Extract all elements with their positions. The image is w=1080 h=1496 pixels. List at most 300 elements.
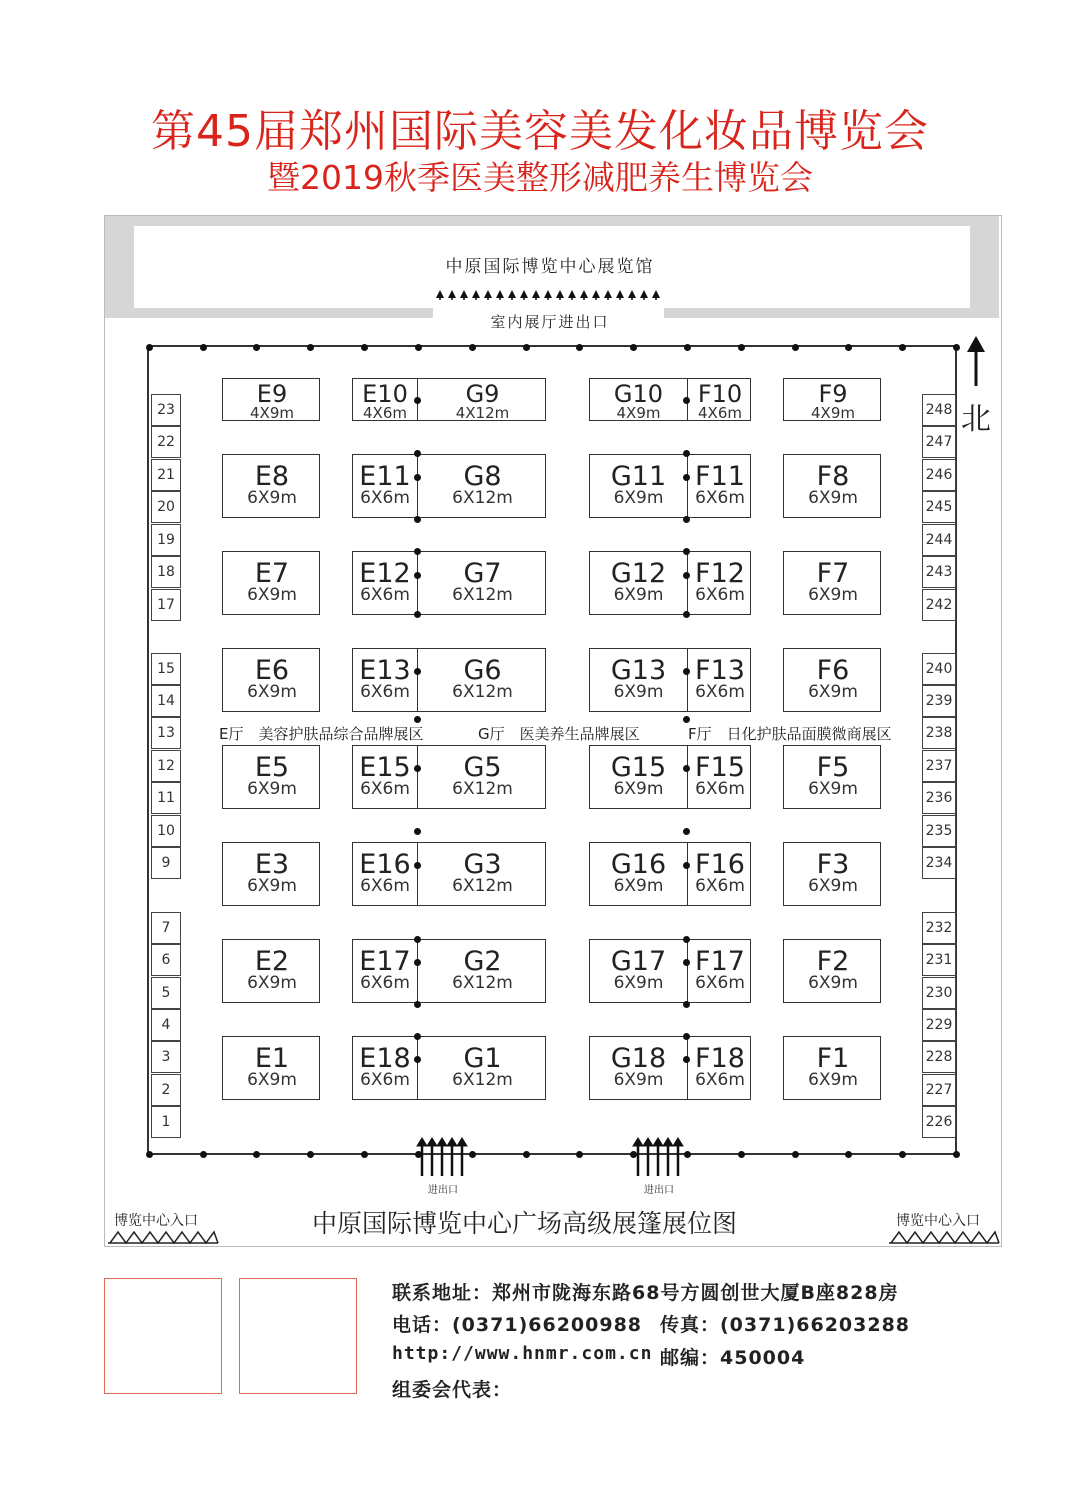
pillar-dot [414,936,421,943]
booth-block [589,842,751,906]
pillar-dot [630,1151,637,1158]
booth-block [222,939,320,1003]
indoor-entrance-label: 室内展厅进出口 [490,313,610,331]
booth-size: 4X6m [698,404,742,422]
booth-size: 6X6m [360,973,410,993]
booth-f17[interactable] [687,940,752,1002]
booth-number: G5 [463,752,502,783]
pillar-dot [414,765,421,772]
booth-block [352,842,546,906]
booth-number: E2 [254,946,290,977]
pillar-dot [253,344,260,351]
right-booth[interactable]: 246 [922,459,956,491]
pillar-dot [738,1151,745,1158]
pillar-dot [361,344,368,351]
booth-size: 4X9m [250,404,294,422]
contact-address: 联系地址：郑州市陇海东路68号方圆创世大厦B座828房 [392,1282,899,1304]
pillar-dot [200,1151,207,1158]
booth-number: E18 [359,1043,411,1074]
booth-e8[interactable] [223,455,321,517]
booth-size: 4X12m [455,404,510,422]
booth-f1[interactable] [784,1037,882,1099]
booth-size: 6X9m [808,585,858,605]
booth-size: 6X6m [360,488,410,508]
pillar-dot [683,765,690,772]
booth-size: 6X6m [695,973,745,993]
right-booth[interactable]: 227 [922,1074,956,1106]
booth-block [589,1036,751,1100]
booth-size: 6X9m [247,973,297,993]
booth-block [222,1036,320,1100]
pillar-dot [146,344,153,351]
left-booth[interactable]: 17 [151,589,181,621]
booth-e9[interactable] [223,379,321,420]
booth-size: 6X12m [452,682,513,702]
booth-block [222,378,320,421]
pillar-dot [414,397,421,404]
pillar-dot [684,344,691,351]
booth-size: 6X9m [247,585,297,605]
pillar-dot [683,1033,690,1040]
right-booth[interactable]: 226 [922,1106,956,1138]
pillar-dot [683,668,690,675]
pillar-dot [414,450,421,457]
pillar-dot [414,548,421,555]
left-booth[interactable]: 5 [151,977,181,1009]
booth-block [589,378,751,421]
booth-size: 6X12m [452,585,513,605]
right-booth[interactable]: 236 [922,782,956,814]
pillar-dot [414,828,421,835]
booth-size: 6X9m [247,876,297,896]
qr-frame-left [104,1278,222,1394]
right-booth[interactable]: 230 [922,977,956,1009]
booth-number: E8 [254,461,290,492]
pillar-dot [683,936,690,943]
pillar-dot [845,1151,852,1158]
booth-number: G17 [610,946,667,977]
booth-g6[interactable] [417,649,547,711]
booth-block [589,454,751,518]
booth-block [783,842,881,906]
pillar-dot [899,344,906,351]
left-booth[interactable]: 2 [151,1074,181,1106]
booth-number: G2 [463,946,502,977]
booth-number: G1 [463,1043,502,1074]
pillar-dot [683,716,690,723]
booth-size: 6X9m [613,876,664,896]
pillar-dot [683,959,690,966]
booth-number: E11 [359,461,411,492]
booth-size: 6X9m [247,488,297,508]
booth-number: F15 [695,752,745,783]
booth-g10[interactable] [590,379,687,420]
booth-size: 6X6m [360,585,410,605]
booth-block [589,648,751,712]
qr-frame-right [239,1278,357,1394]
booth-g17[interactable] [590,940,687,1002]
pillar-dot [414,668,421,675]
booth-number: E17 [359,946,411,977]
booth-number: F10 [697,380,743,408]
booth-e17[interactable] [353,940,417,1002]
booth-size: 4X9m [616,404,661,422]
booth-size: 6X12m [452,488,513,508]
booth-f6[interactable] [784,649,882,711]
booth-size: 6X6m [360,1070,410,1090]
pillar-dot [738,344,745,351]
booth-block [222,454,320,518]
booth-size: 6X9m [613,585,664,605]
booth-size: 6X9m [613,779,664,799]
booth-number: F7 [816,558,850,589]
right-booth[interactable]: 247 [922,426,956,458]
pillar-dot [200,344,207,351]
booth-number: F9 [818,380,848,408]
left-booth[interactable]: 12 [151,750,181,782]
pillar-dot [414,516,421,523]
booth-f5[interactable] [784,746,882,808]
pillar-dot [469,1151,476,1158]
booth-size: 6X9m [613,682,664,702]
left-booth[interactable]: 15 [151,653,181,685]
booth-number: F12 [695,558,745,589]
booth-size: 6X6m [695,876,745,896]
booth-g15[interactable] [590,746,687,808]
booth-number: F16 [695,849,745,880]
pillar-dot [576,1151,583,1158]
pillar-dot [683,548,690,555]
booth-block [352,454,546,518]
left-booth[interactable]: 6 [151,944,181,976]
pillar-dot [792,1151,799,1158]
right-booth[interactable]: 229 [922,1009,956,1041]
pillar-dot [845,344,852,351]
left-booth[interactable]: 20 [151,491,181,523]
booth-block [352,1036,546,1100]
booth-size: 4X9m [811,404,855,422]
booth-number: F17 [695,946,745,977]
contact-website[interactable]: http://www.hnmr.com.cn [392,1343,653,1364]
booth-f15[interactable] [687,746,752,808]
exit-label-left: 进出口 [428,1185,458,1196]
booth-e13[interactable] [353,649,417,711]
booth-size: 6X9m [247,682,297,702]
booth-g18[interactable] [590,1037,687,1099]
hall-e-label: E厅 美容护肤品综合品牌展区 [219,725,424,743]
booth-e15[interactable] [353,746,417,808]
booth-g5[interactable] [417,746,547,808]
right-booth[interactable]: 235 [922,815,956,847]
booth-number: G8 [463,461,502,492]
booth-block [783,939,881,1003]
booth-f16[interactable] [687,843,752,905]
booth-number: E13 [359,655,411,686]
booth-e18[interactable] [353,1037,417,1099]
hall-f-label: F厅 日化护肤品面膜微商展区 [688,725,892,743]
booth-block [783,551,881,615]
pillar-dot [415,1151,422,1158]
booth-number: E12 [359,558,411,589]
booth-g13[interactable] [590,649,687,711]
booth-size: 6X6m [695,779,745,799]
booth-number: F3 [816,849,850,880]
booth-f12[interactable] [687,552,752,614]
left-booth[interactable]: 4 [151,1009,181,1041]
booth-number: E9 [256,380,288,408]
exit-label-right: 进出口 [644,1185,674,1196]
booth-size: 6X12m [452,779,513,799]
pillar-dot [683,516,690,523]
right-booth[interactable]: 243 [922,556,956,588]
booth-size: 6X9m [808,682,858,702]
pillar-dot [630,344,637,351]
booth-number: G13 [610,655,667,686]
pillar-dot [414,572,421,579]
booth-block [783,648,881,712]
booth-number: G11 [610,461,667,492]
booth-block [222,551,320,615]
pillar-dot [253,1151,260,1158]
booth-number: G15 [610,752,667,783]
booth-number: G3 [463,849,502,880]
pillar-dot [361,1151,368,1158]
booth-block [783,745,881,809]
pillar-dot [307,1151,314,1158]
booth-size: 6X6m [695,682,745,702]
booth-block [589,551,751,615]
contact-postcode: 邮编：450004 [660,1347,806,1369]
left-booth[interactable]: 19 [151,524,181,556]
pillar-dot [414,474,421,481]
booth-g16[interactable] [590,843,687,905]
right-booth[interactable]: 242 [922,589,956,621]
pillar-dot [576,344,583,351]
booth-number: G6 [463,655,502,686]
venue-label: 中原国际博览中心展览馆 [445,257,655,277]
booth-size: 6X6m [360,876,410,896]
pillar-dot [683,611,690,618]
booth-f8[interactable] [784,455,882,517]
main-title: 第45届郑州国际美容美发化妆品博览会 [151,106,929,157]
booth-e10[interactable] [353,379,417,420]
booth-f10[interactable] [687,379,752,420]
left-booth[interactable]: 10 [151,815,181,847]
left-booth[interactable]: 7 [151,912,181,944]
entrance-label-left: 博览中心入口 [114,1213,198,1229]
booth-number: E6 [254,655,290,686]
booth-block [352,648,546,712]
booth-number: E7 [254,558,290,589]
booth-g12[interactable] [590,552,687,614]
right-booth[interactable]: 237 [922,750,956,782]
booth-size: 4X6m [363,404,407,422]
plan-title: 中原国际博览中心广场高级展篷展位图 [312,1209,738,1238]
booth-block [222,648,320,712]
booth-size: 6X9m [808,1070,858,1090]
booth-e12[interactable] [353,552,417,614]
booth-number: F6 [816,655,850,686]
booth-number: F18 [695,1043,745,1074]
booth-number: G10 [613,380,664,408]
booth-e1[interactable] [223,1037,321,1099]
contact-organizer: 组委会代表： [392,1379,513,1401]
booth-f7[interactable] [784,552,882,614]
booth-number: F1 [816,1043,850,1074]
right-booth[interactable]: 231 [922,944,956,976]
booth-g3[interactable] [417,843,547,905]
hall-g-label: G厅 医美养生品牌展区 [478,725,640,743]
booth-number: F11 [695,461,745,492]
booth-e5[interactable] [223,746,321,808]
booth-number: E16 [359,849,411,880]
pillar-dot [683,474,690,481]
pillar-dot [414,862,421,869]
right-booth[interactable]: 239 [922,685,956,717]
right-booth[interactable]: 240 [922,653,956,685]
left-booth[interactable]: 22 [151,426,181,458]
booth-e6[interactable] [223,649,321,711]
left-booth[interactable]: 3 [151,1041,181,1073]
booth-size: 6X12m [452,1070,513,1090]
booth-block [352,551,546,615]
pillar-dot [899,1151,906,1158]
sub-title: 暨2019秋季医美整形减肥养生博览会 [267,158,813,197]
booth-size: 6X6m [695,1070,745,1090]
booth-g11[interactable] [590,455,687,517]
booth-number: F8 [816,461,850,492]
pillar-dot [683,1056,690,1063]
pillar-dot [792,344,799,351]
left-booth[interactable]: 11 [151,782,181,814]
pillar-dot [684,1151,691,1158]
booth-number: G9 [465,380,500,408]
pillar-dot [523,1151,530,1158]
contact-fax: 传真：(0371)66203288 [660,1314,911,1336]
right-booth[interactable]: 238 [922,717,956,749]
left-booth[interactable]: 18 [151,556,181,588]
pillar-dot [415,344,422,351]
booth-block [589,939,751,1003]
booth-number: G16 [610,849,667,880]
booth-block [352,939,546,1003]
booth-size: 6X9m [808,488,858,508]
booth-number: F5 [816,752,850,783]
booth-size: 6X6m [360,779,410,799]
booth-number: E3 [254,849,290,880]
booth-size: 6X9m [808,973,858,993]
booth-e3[interactable] [223,843,321,905]
right-booth[interactable]: 248 [922,394,956,426]
booth-f11[interactable] [687,455,752,517]
booth-e7[interactable] [223,552,321,614]
left-booth[interactable]: 1 [151,1106,181,1138]
booth-g1[interactable] [417,1037,547,1099]
pillar-dot [683,450,690,457]
booth-number: E5 [254,752,290,783]
booth-f3[interactable] [784,843,882,905]
pillar-dot [146,1151,153,1158]
booth-block [589,745,751,809]
right-booth[interactable]: 232 [922,912,956,944]
pillar-dot [683,828,690,835]
right-booth[interactable]: 234 [922,847,956,879]
booth-f2[interactable] [784,940,882,1002]
booth-size: 6X6m [695,585,745,605]
booth-size: 6X9m [613,488,664,508]
booth-number: F13 [695,655,745,686]
pillar-dot [414,611,421,618]
entrance-label-right: 博览中心入口 [896,1213,980,1229]
pillar-dot [683,397,690,404]
booth-block [783,454,881,518]
right-booth[interactable]: 245 [922,491,956,523]
booth-block [222,842,320,906]
booth-g9[interactable] [417,379,547,420]
booth-number: F2 [816,946,850,977]
right-booth[interactable]: 228 [922,1041,956,1073]
booth-size: 6X9m [247,779,297,799]
pillar-dot [683,862,690,869]
booth-f18[interactable] [687,1037,752,1099]
right-booth[interactable]: 244 [922,524,956,556]
pillar-dot [953,1151,960,1158]
pillar-dot [953,344,960,351]
pillar-dot [414,1056,421,1063]
booth-number: E15 [359,752,411,783]
booth-f13[interactable] [687,649,752,711]
booth-block [783,1036,881,1100]
left-booth[interactable]: 21 [151,459,181,491]
booth-e11[interactable] [353,455,417,517]
booth-number: G7 [463,558,502,589]
pillar-dot [414,716,421,723]
pillar-dot [414,959,421,966]
north-label: 北 [961,402,991,437]
booth-e16[interactable] [353,843,417,905]
booth-size: 6X9m [613,973,664,993]
booth-g8[interactable] [417,455,547,517]
left-booth[interactable]: 23 [151,394,181,426]
booth-size: 6X6m [360,682,410,702]
pillar-dot [414,1001,421,1008]
pillar-dot [523,344,530,351]
left-booth[interactable]: 9 [151,847,181,879]
contact-phone: 电话：(0371)66200988 [392,1314,643,1336]
booth-number: E10 [362,380,408,408]
left-booth[interactable]: 14 [151,685,181,717]
pillar-dot [469,344,476,351]
booth-size: 6X9m [808,876,858,896]
booth-block [222,745,320,809]
booth-size: 6X9m [808,779,858,799]
booth-e2[interactable] [223,940,321,1002]
booth-block [352,745,546,809]
booth-size: 6X12m [452,876,513,896]
booth-block [352,378,546,421]
pillar-dot [683,572,690,579]
pillar-dot [307,344,314,351]
booth-block [783,378,881,421]
pillar-dot [683,1001,690,1008]
booth-g7[interactable] [417,552,547,614]
booth-size: 6X9m [613,1070,664,1090]
booth-g2[interactable] [417,940,547,1002]
booth-size: 6X12m [452,973,513,993]
booth-f9[interactable] [784,379,882,420]
left-booth[interactable]: 13 [151,717,181,749]
booth-number: G18 [610,1043,667,1074]
